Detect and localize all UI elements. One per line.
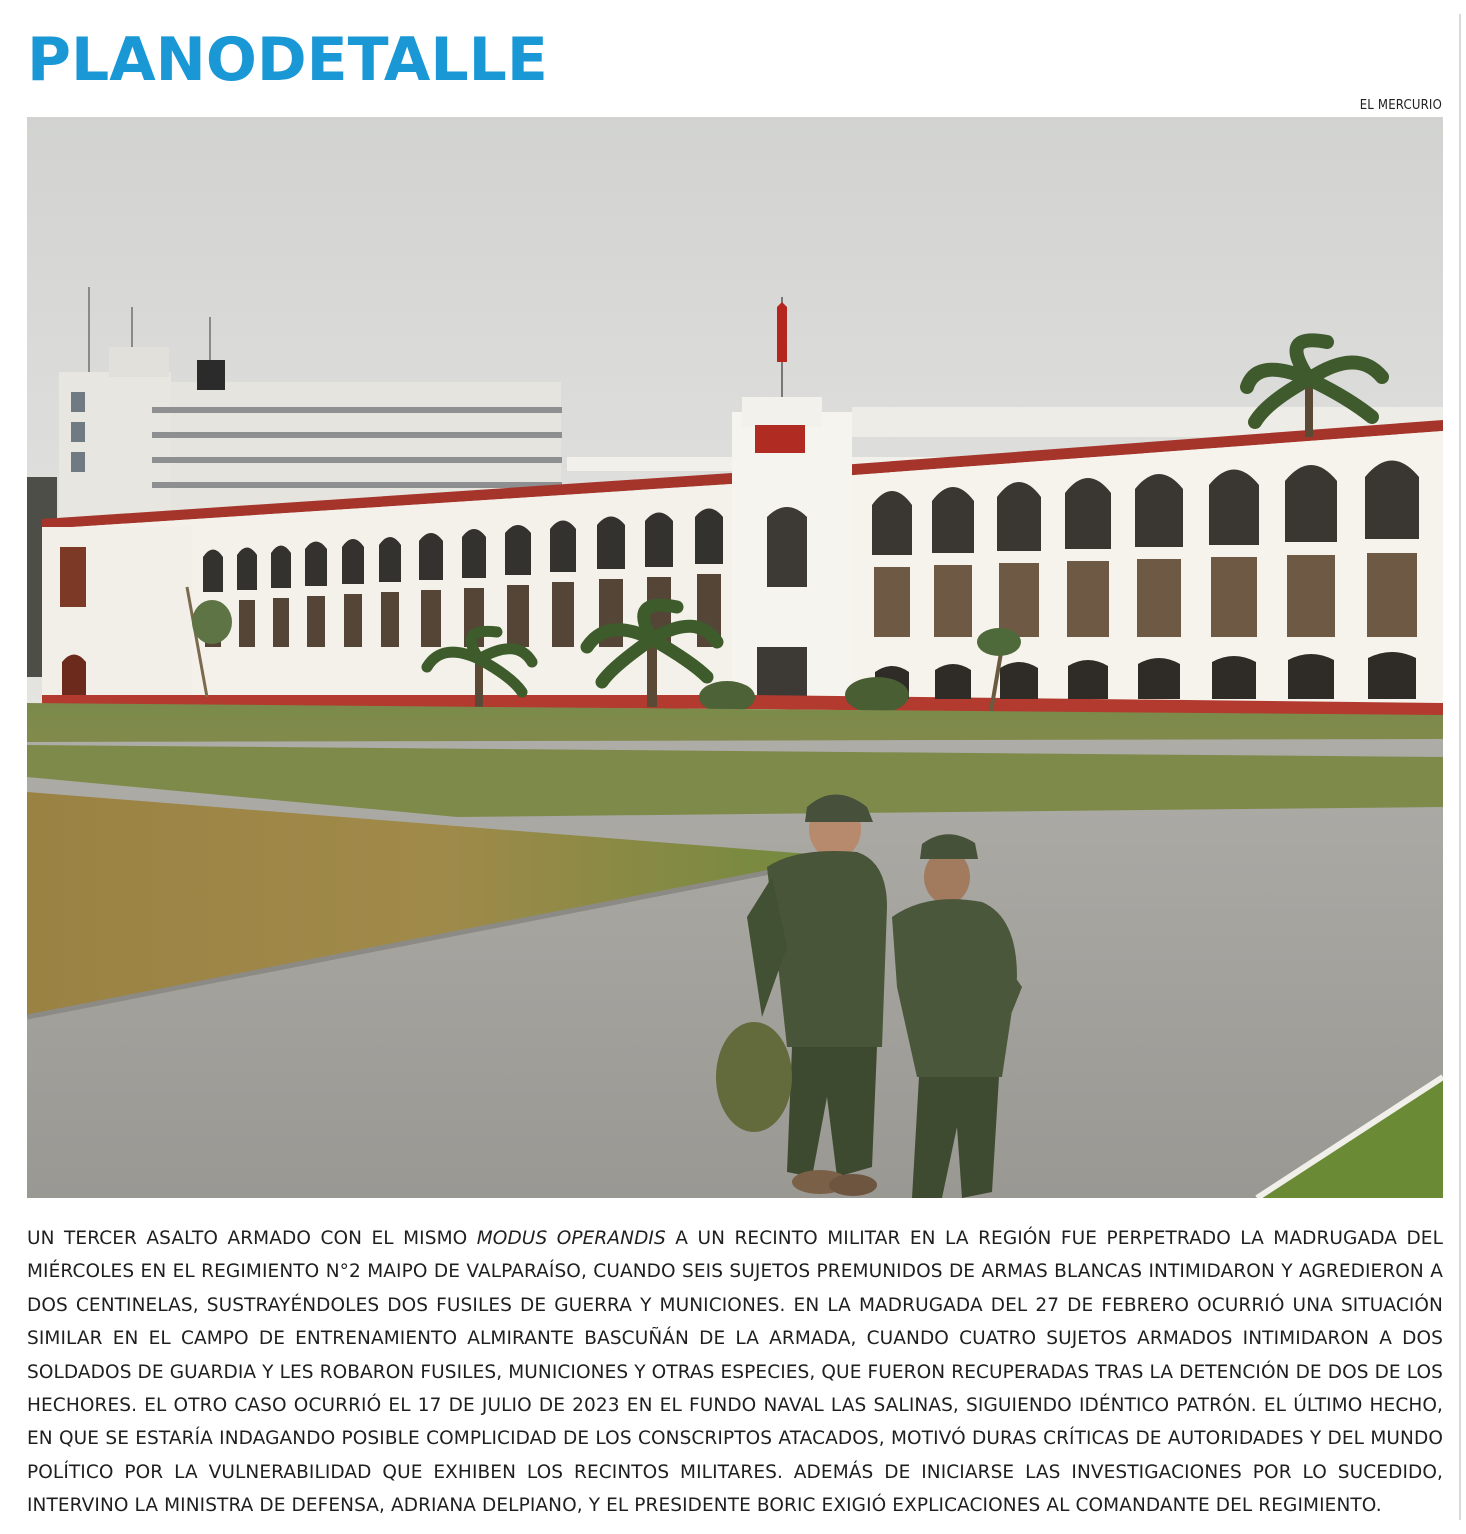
- caption-body: A UN RECINTO MILITAR EN LA REGIÓN FUE PERPETRADO LA MADRUGADA DEL MIÉRCOLES EN EL REGIMIENTO N°2 MAIPO DE VALPARAÍSO, CUANDO SEIS SUJETOS PREMUNIDOS DE ARMAS BLANCAS INTIMIDARON Y AGREDIERON A DOS CENTINELAS, SUSTRAYÉNDOLES DOS FUSILES DE GUERRA Y MUNICIONES. EN LA MADRUGADA DEL 27 DE FEBRERO OCURRIÓ UNA SITUACIÓN SIMILAR EN EL CAMPO DE ENTRENAMIENTO ALMIRANTE BASCUÑÁN DE LA ARMADA, CUANDO CUATRO SUJETOS ARMADOS INTIMIDARON A DOS SOLDADOS DE GUARDIA Y LES ROBARON FUSILES, MUNICIONES Y OTRAS ESPECIES, QUE FUERON RECUPERADAS TRAS LA DETENCIÓN DE DOS DE LOS HECHORES. EL OTRO CASO OCURRIÓ EL 17 DE JULIO DE 2023 EN EL FUNDO NAVAL LAS SALINAS, SIGUIENDO IDÉNTICO PATRÓN. EL ÚLTIMO HECHO, EN QUE SE ESTARÍA INDAGANDO POSIBLE COMPLICIDAD DE LOS CONSCRIPTOS ATACADOS, MOTIVÓ DURAS CRÍTICAS DE AUTORIDADES Y DEL MUNDO POLÍTICO POR LA VULNERABILIDAD QUE EXHIBEN LOS RECINTOS MILITARES. ADEMÁS DE INICIARSE LAS INVESTIGACIONES POR LO SUCEDIDO, INTERVINO LA MINISTRA DE DEFENSA, ADRIANA DELPIANO, Y EL PRESIDENTE BORIC EXIGIÓ EXPLICACIONES AL COMANDANTE DEL REGIMIENTO.: [27, 1228, 1443, 1517]
- caption-emphasis: MODUS OPERANDIS: [476, 1228, 666, 1249]
- page-right-rule: [1459, 14, 1461, 1520]
- news-photo-illustration: [27, 117, 1443, 1198]
- caption-lead: UN TERCER ASALTO ARMADO CON EL MISMO: [27, 1228, 477, 1249]
- news-photo: [27, 117, 1443, 1198]
- section-title: PLANODETALLE: [27, 25, 548, 95]
- photo-caption: [27, 1222, 1443, 1523]
- photo-credit: EL MERCURIO: [1359, 98, 1442, 113]
